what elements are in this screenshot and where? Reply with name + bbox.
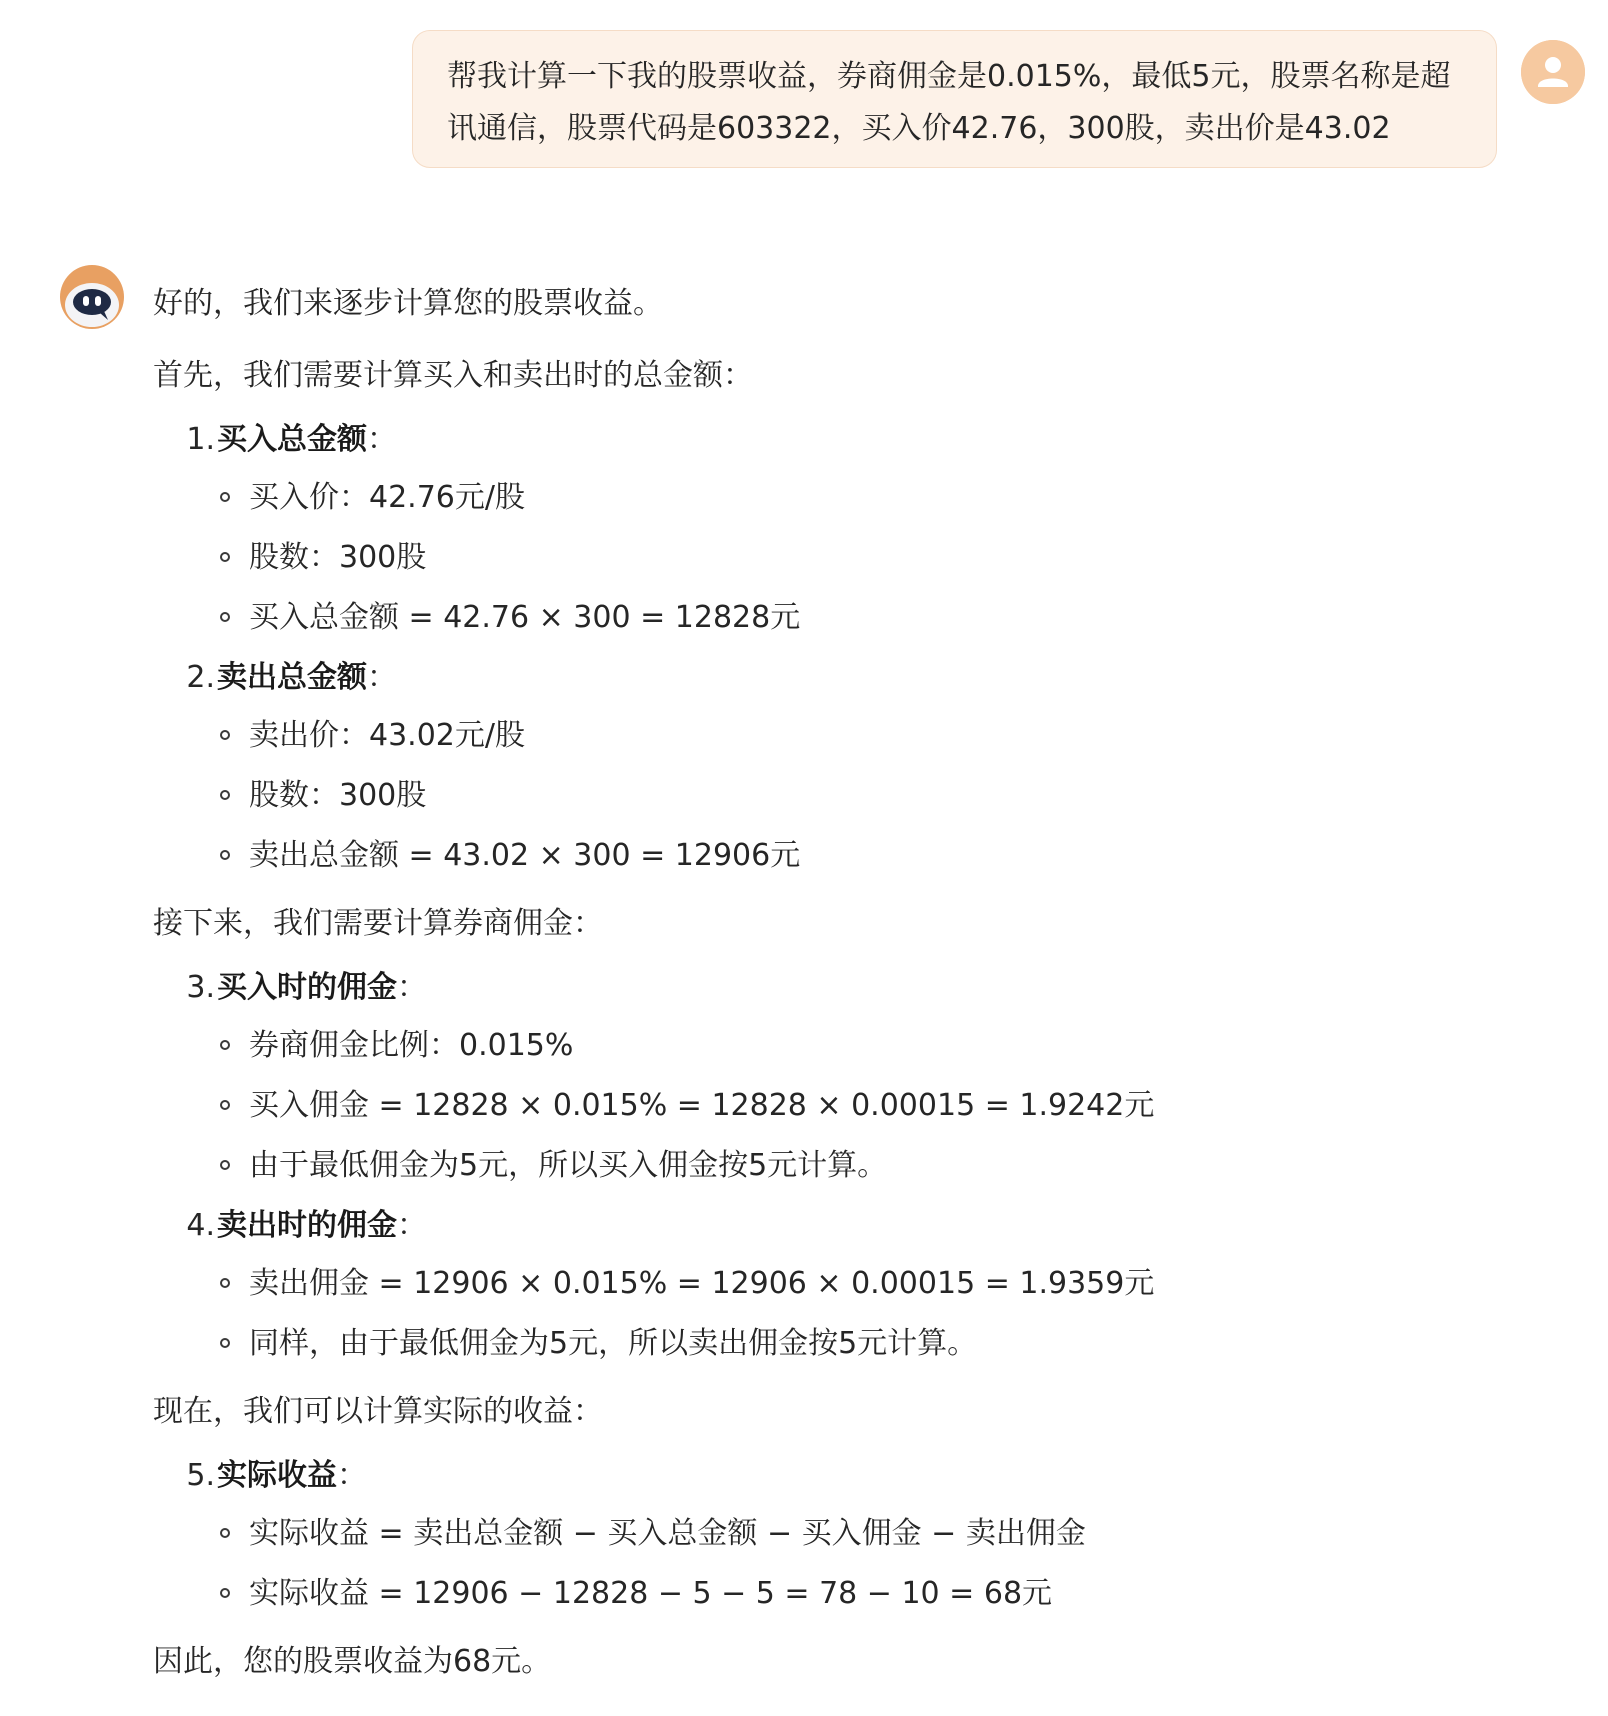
hollow-bullet-icon — [220, 1278, 230, 1288]
list-item-step — [153, 650, 1553, 886]
assistant-paragraph-totals: 首先，我们需要计算买入和卖出时的总金额： — [153, 358, 753, 393]
list-item-step — [153, 1198, 1553, 1374]
list-item — [153, 1564, 1553, 1624]
robot-avatar-icon[interactable] — [60, 265, 124, 329]
list-item-text: 股数：300股 — [249, 540, 427, 575]
hollow-bullet-icon — [220, 1100, 230, 1110]
hollow-bullet-icon — [220, 1160, 230, 1170]
hollow-bullet-icon — [220, 552, 230, 562]
step-title-colon: ： — [397, 1208, 427, 1243]
list-item — [153, 528, 1553, 588]
list-item-text: 股数：300股 — [249, 778, 427, 813]
step-number: 4. — [186, 1208, 215, 1243]
hollow-bullet-icon — [220, 1528, 230, 1538]
hollow-bullet-icon — [220, 730, 230, 740]
step-title: 卖出时的佣金 — [217, 1208, 397, 1243]
steps-list-profit — [153, 1448, 1553, 1624]
list-item — [153, 1314, 1553, 1374]
list-item-text: 买入总金额 = 42.76 × 300 = 12828元 — [249, 600, 801, 635]
step-title: 卖出总金额 — [217, 660, 367, 695]
list-item-text: 同样，由于最低佣金为5元，所以卖出佣金按5元计算。 — [249, 1326, 978, 1361]
list-item-step — [153, 960, 1553, 1196]
step-heading — [153, 1448, 1553, 1504]
step-title-colon: ： — [337, 1458, 367, 1493]
list-item — [153, 468, 1553, 528]
list-item-step — [153, 412, 1553, 648]
hollow-bullet-icon — [220, 1338, 230, 1348]
assistant-conclusion: 因此，您的股票收益为68元。 — [153, 1644, 552, 1679]
list-item-step — [153, 1448, 1553, 1624]
list-item-text: 卖出价：43.02元/股 — [249, 718, 525, 753]
step-heading — [153, 412, 1553, 468]
list-item — [153, 1136, 1553, 1196]
user-message-line-1: 帮我计算一下我的股票收益，券商佣金是0.015%，最低5元，股票名称是超 — [447, 59, 1451, 94]
user-avatar-icon[interactable] — [1521, 40, 1585, 104]
user-message-bubble — [412, 30, 1497, 168]
hollow-bullet-icon — [220, 492, 230, 502]
list-item-text: 券商佣金比例：0.015% — [249, 1028, 574, 1063]
step-number: 5. — [186, 1458, 215, 1493]
hollow-bullet-icon — [220, 850, 230, 860]
list-item-text: 实际收益 = 12906 − 12828 − 5 − 5 = 78 − 10 = 68元 — [249, 1576, 1053, 1611]
step-title-colon: ： — [397, 970, 427, 1005]
list-item — [153, 706, 1553, 766]
assistant-paragraph-commission: 接下来，我们需要计算券商佣金： — [153, 906, 603, 941]
assistant-message — [153, 270, 1553, 1696]
steps-list-commission — [153, 960, 1553, 1374]
step-number: 2. — [186, 660, 215, 695]
assistant-paragraph-profit: 现在，我们可以计算实际的收益： — [153, 1394, 603, 1429]
step-heading — [153, 650, 1553, 706]
step-number: 1. — [186, 422, 215, 457]
step-heading — [153, 1198, 1553, 1254]
list-item-text: 买入佣金 = 12828 × 0.015% = 12828 × 0.00015 = 1.9242元 — [249, 1088, 1155, 1123]
list-item-text: 买入价：42.76元/股 — [249, 480, 525, 515]
step-title-colon: ： — [367, 422, 397, 457]
list-item — [153, 1504, 1553, 1564]
user-message-line-2: 讯通信，股票代码是603322，买入价42.76，300股，卖出价是43.02 — [447, 111, 1391, 146]
step-number: 3. — [186, 970, 215, 1005]
list-item — [153, 1254, 1553, 1314]
hollow-bullet-icon — [220, 790, 230, 800]
list-item-text: 实际收益 = 卖出总金额 − 买入总金额 − 买入佣金 − 卖出佣金 — [249, 1516, 1086, 1551]
list-item-text: 卖出佣金 = 12906 × 0.015% = 12906 × 0.00015 = 1.9359元 — [249, 1266, 1155, 1301]
list-item — [153, 826, 1553, 886]
list-item-text: 由于最低佣金为5元，所以买入佣金按5元计算。 — [249, 1148, 888, 1183]
steps-list-totals — [153, 412, 1553, 886]
list-item — [153, 766, 1553, 826]
hollow-bullet-icon — [220, 1588, 230, 1598]
step-title-colon: ： — [367, 660, 397, 695]
user-message-row — [0, 0, 1608, 240]
step-title: 买入时的佣金 — [217, 970, 397, 1005]
step-title: 买入总金额 — [217, 422, 367, 457]
list-item-text: 卖出总金额 = 43.02 × 300 = 12906元 — [249, 838, 801, 873]
list-item — [153, 588, 1553, 648]
step-title: 实际收益 — [217, 1458, 337, 1493]
assistant-intro: 好的，我们来逐步计算您的股票收益。 — [153, 286, 663, 321]
list-item — [153, 1076, 1553, 1136]
hollow-bullet-icon — [220, 612, 230, 622]
hollow-bullet-icon — [220, 1040, 230, 1050]
step-heading — [153, 960, 1553, 1016]
list-item — [153, 1016, 1553, 1076]
